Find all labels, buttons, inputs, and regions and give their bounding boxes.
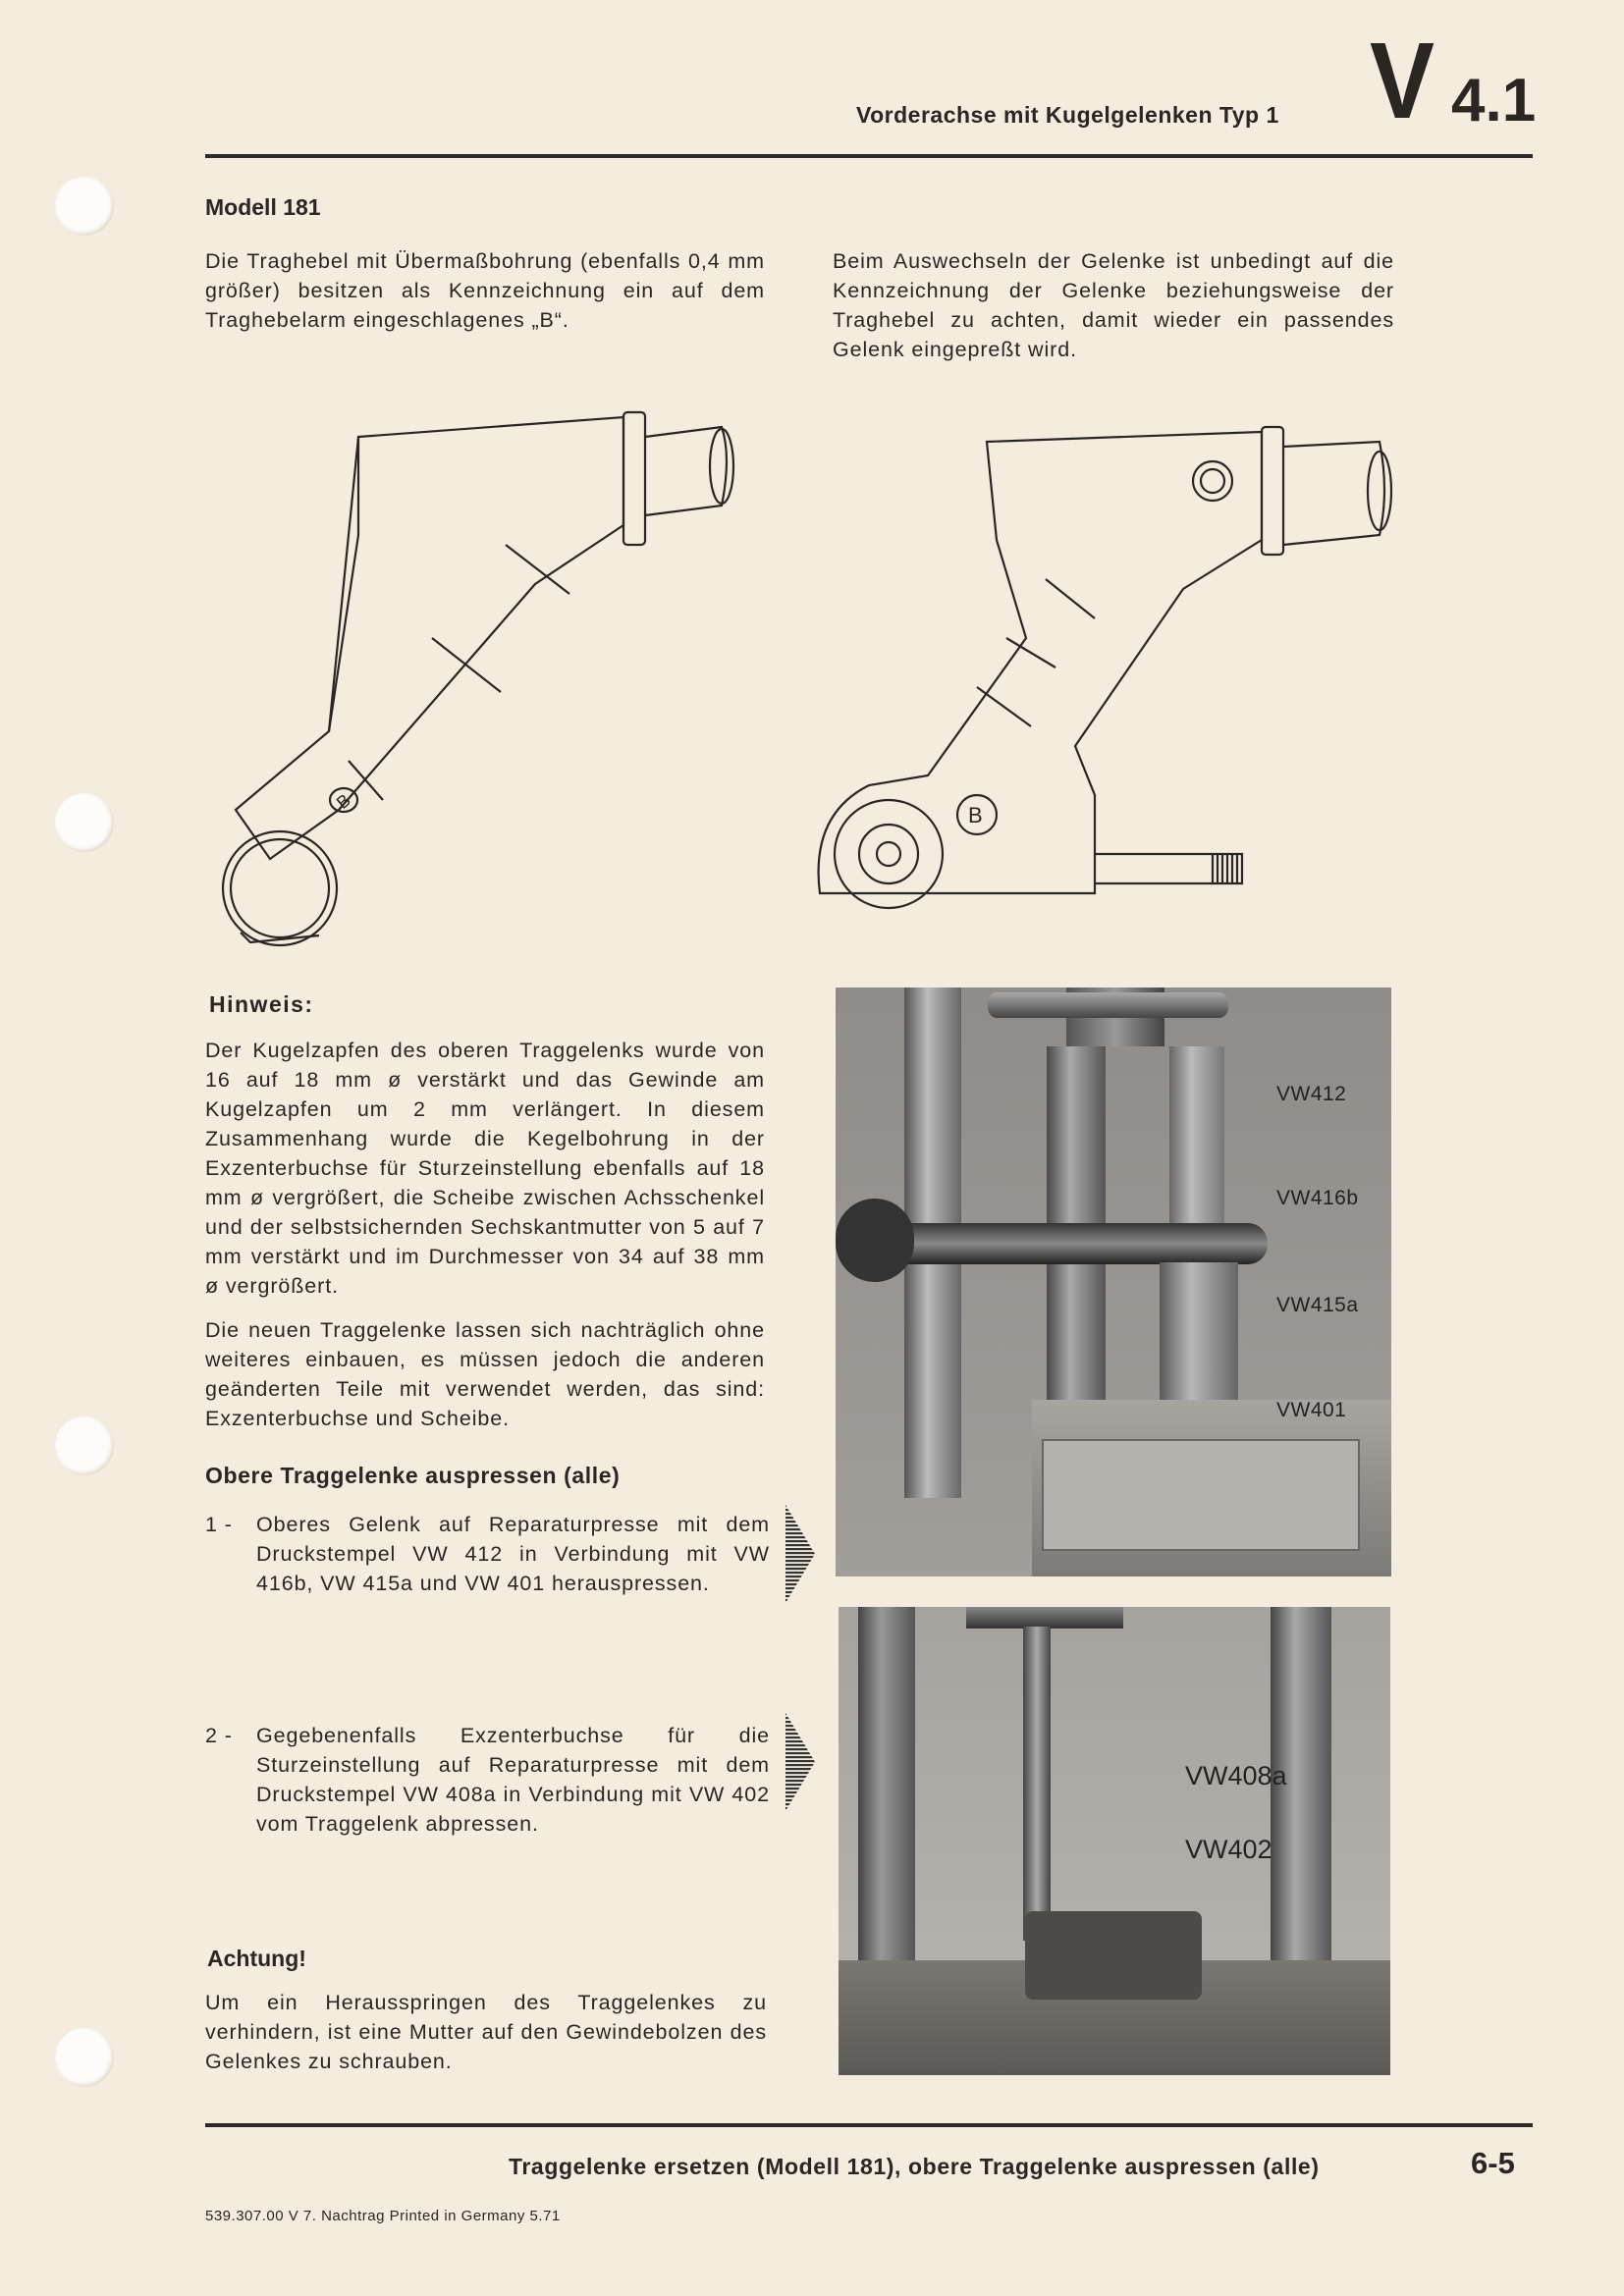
punch-hole <box>55 177 114 236</box>
procedure-step-2 <box>205 1721 770 1839</box>
photo-press-tools-2 <box>839 1607 1390 2075</box>
section-number: 4.1 <box>1451 67 1537 134</box>
arrow-right-icon <box>784 1713 817 1811</box>
hinweis-para1: Der Kugelzapfen des oberen Traggelenks wurde von 16 auf 18 mm ø verstärkt und das Gewinde am Kugelzapfen um 2 mm verlängert. In diesem Zusammenhang wurde die Kegelbohrung in der Exzenterbuchse für Sturzeinstellung ebenfalls auf 18 mm ø vergrößert, die Scheibe zwischen Achsschenkel und der selbstsichernden Sechskantmutter von 5 auf 7 mm verstärkt und im Durchmesser von 34 auf 38 mm ø vergrößert. <box>205 1039 765 1298</box>
page-number: 6-5 <box>1471 2146 1515 2180</box>
procedure-step-1 <box>205 1510 770 1598</box>
suspension-arm-drawing-right <box>810 422 1399 913</box>
section-letter: V <box>1370 21 1435 141</box>
arrow-right-icon <box>784 1505 817 1603</box>
model-heading: Modell 181 <box>205 194 321 220</box>
tool-label-vw401: VW401 <box>1276 1399 1347 1421</box>
tool-label-vw415a: VW415a <box>1276 1294 1359 1316</box>
tool-label-vw412: VW412 <box>1276 1083 1347 1105</box>
model-right-text: Beim Auswechseln der Gelenke ist unbedingt auf die Kennzeichnung der Gelenke beziehungsweise der Traghebel zu achten, damit wieder ein passendes Gelenk eingepreßt wird. <box>833 249 1394 361</box>
achtung-heading: Achtung! <box>207 1946 306 1971</box>
drawing-mark: B <box>332 789 354 813</box>
photo-press-tools-1 <box>836 988 1391 1576</box>
achtung-text: Um ein Herausspringen des Traggelenkes zu verhindern, ist eine Mutter auf den Gewindebolzen des Gelenkes zu schrauben. <box>205 1991 767 2073</box>
tool-label-vw402: VW402 <box>1185 1835 1272 1864</box>
suspension-arm-drawing-left <box>211 398 781 947</box>
model-left-text: Die Traghebel mit Übermaßbohrung (ebenfalls 0,4 mm größer) besitzen als Kennzeichnung ein auf dem Traghebelarm eingeschlagenes „B“. <box>205 249 765 332</box>
header-rule <box>205 154 1533 158</box>
tool-label-vw416b: VW416b <box>1276 1187 1359 1209</box>
header-title: Vorderachse mit Kugelgelenken Typ 1 <box>856 102 1279 128</box>
footer-title: Traggelenke ersetzen (Modell 181), obere Traggelenke auspressen (alle) <box>509 2154 1320 2179</box>
step-number: 2 - <box>205 1724 233 1747</box>
step-text: Gegebenenfalls Exzenterbuchse für die Sturzeinstellung auf Reparaturpresse mit dem Druckstempel VW 408a in Verbindung mit VW 402 vom Traggelenk abpressen. <box>256 1724 770 1836</box>
punch-hole <box>55 1416 114 1475</box>
step-number: 1 - <box>205 1513 233 1536</box>
footer-rule <box>205 2123 1533 2127</box>
tool-label-vw408a: VW408a <box>1185 1761 1287 1790</box>
drawing-mark: B <box>968 803 983 828</box>
step-text: Oberes Gelenk auf Reparaturpresse mit dem Druckstempel VW 412 in Verbindung mit VW 416b, VW 415a und VW 401 herauspressen. <box>256 1513 770 1595</box>
imprint: 539.307.00 V 7. Nachtrag Printed in Germany 5.71 <box>205 2208 561 2224</box>
hinweis-para2: Die neuen Traggelenke lassen sich nachträglich ohne weiteres einbauen, es müssen jedoch die anderen geänderten Teile mit verwendet werden, das sind: Exzenterbuchse und Scheibe. <box>205 1318 765 1430</box>
procedure-heading: Obere Traggelenke auspressen (alle) <box>205 1463 621 1488</box>
punch-hole <box>55 2028 114 2087</box>
hinweis-heading: Hinweis: <box>209 991 314 1017</box>
punch-hole <box>55 793 114 852</box>
